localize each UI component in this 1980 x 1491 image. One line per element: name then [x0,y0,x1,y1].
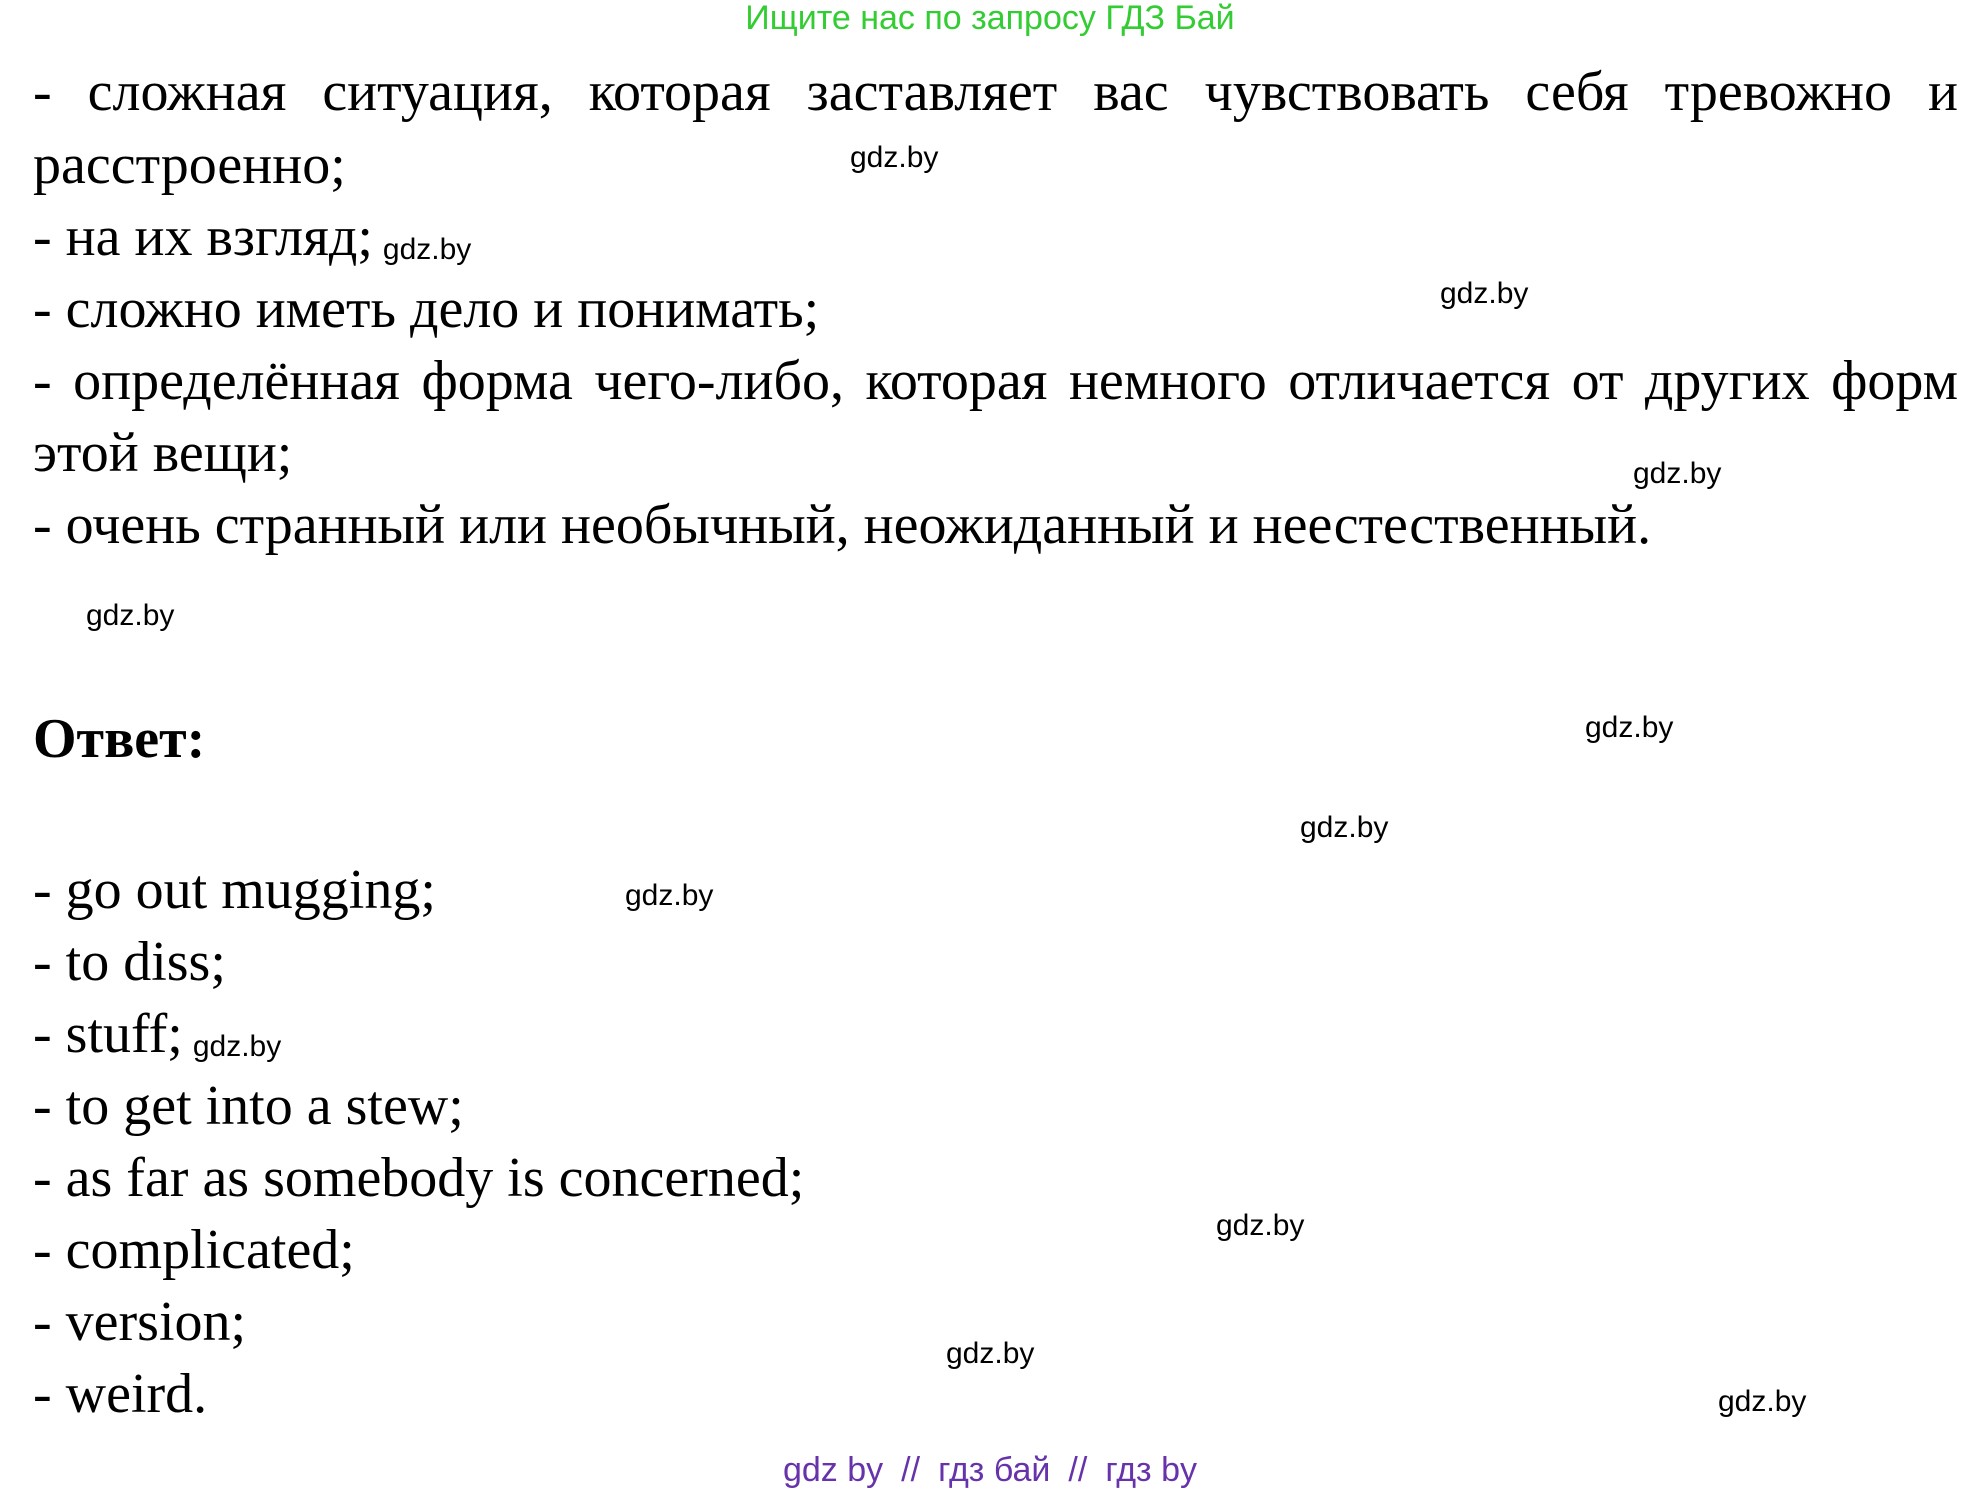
watermark: gdz.by [850,141,939,174]
top-banner: Ищите нас по запросу ГДЗ Бай [745,0,1235,37]
watermark: gdz.by [946,1337,1035,1370]
footer-link-gdz-bai[interactable]: гдз бай [938,1451,1051,1489]
answer-item-4: - to get into a stew; [33,1075,464,1137]
answer-item-1: - go out mugging; [33,859,436,921]
watermark: gdz.by [1440,277,1529,310]
definition-line-7: - очень странный или необычный, неожиданный и неестественный. [33,494,1652,556]
definition-line-3 [33,202,471,285]
definition-line-2: расстроенно; [33,134,346,196]
footer-link-gdz-by-cyr[interactable]: гдз by [1105,1451,1197,1489]
answer-item-3 [33,999,281,1082]
footer-link-gdz-by[interactable]: gdz by [782,1451,884,1489]
definition-line-3-text: - на их взгляд; [33,206,373,268]
definition-line-5: - определённая форма чего-либо, которая немного отличается от других форм [33,350,1958,412]
definition-line-1: - сложная ситуация, которая заставляет вас чувствовать себя тревожно и [33,61,1958,123]
definition-line-6: этой вещи; [33,422,293,484]
watermark: gdz.by [192,1030,282,1063]
footer-separator: // [901,1451,921,1489]
answer-item-2: - to diss; [33,931,226,993]
watermark: gdz.by [625,879,714,912]
definition-line-4: - сложно иметь дело и понимать; [33,278,820,340]
answer-item-6: - complicated; [33,1219,355,1281]
watermark: gdz.by [1633,457,1722,490]
watermark: gdz.by [1300,811,1389,844]
watermark: gdz.by [382,233,472,266]
watermark: gdz.by [1718,1385,1807,1418]
watermark: gdz.by [86,599,175,632]
watermark: gdz.by [1585,711,1674,744]
footer-separator: // [1068,1451,1088,1489]
answer-item-3-text: - stuff; [33,1003,183,1065]
answer-item-5: - as far as somebody is concerned; [33,1147,805,1209]
footer [0,1452,1980,1488]
answer-heading: Ответ: [33,708,206,770]
answer-item-7: - version; [33,1291,247,1353]
watermark: gdz.by [1216,1209,1305,1242]
answer-item-8: - weird. [33,1363,208,1425]
